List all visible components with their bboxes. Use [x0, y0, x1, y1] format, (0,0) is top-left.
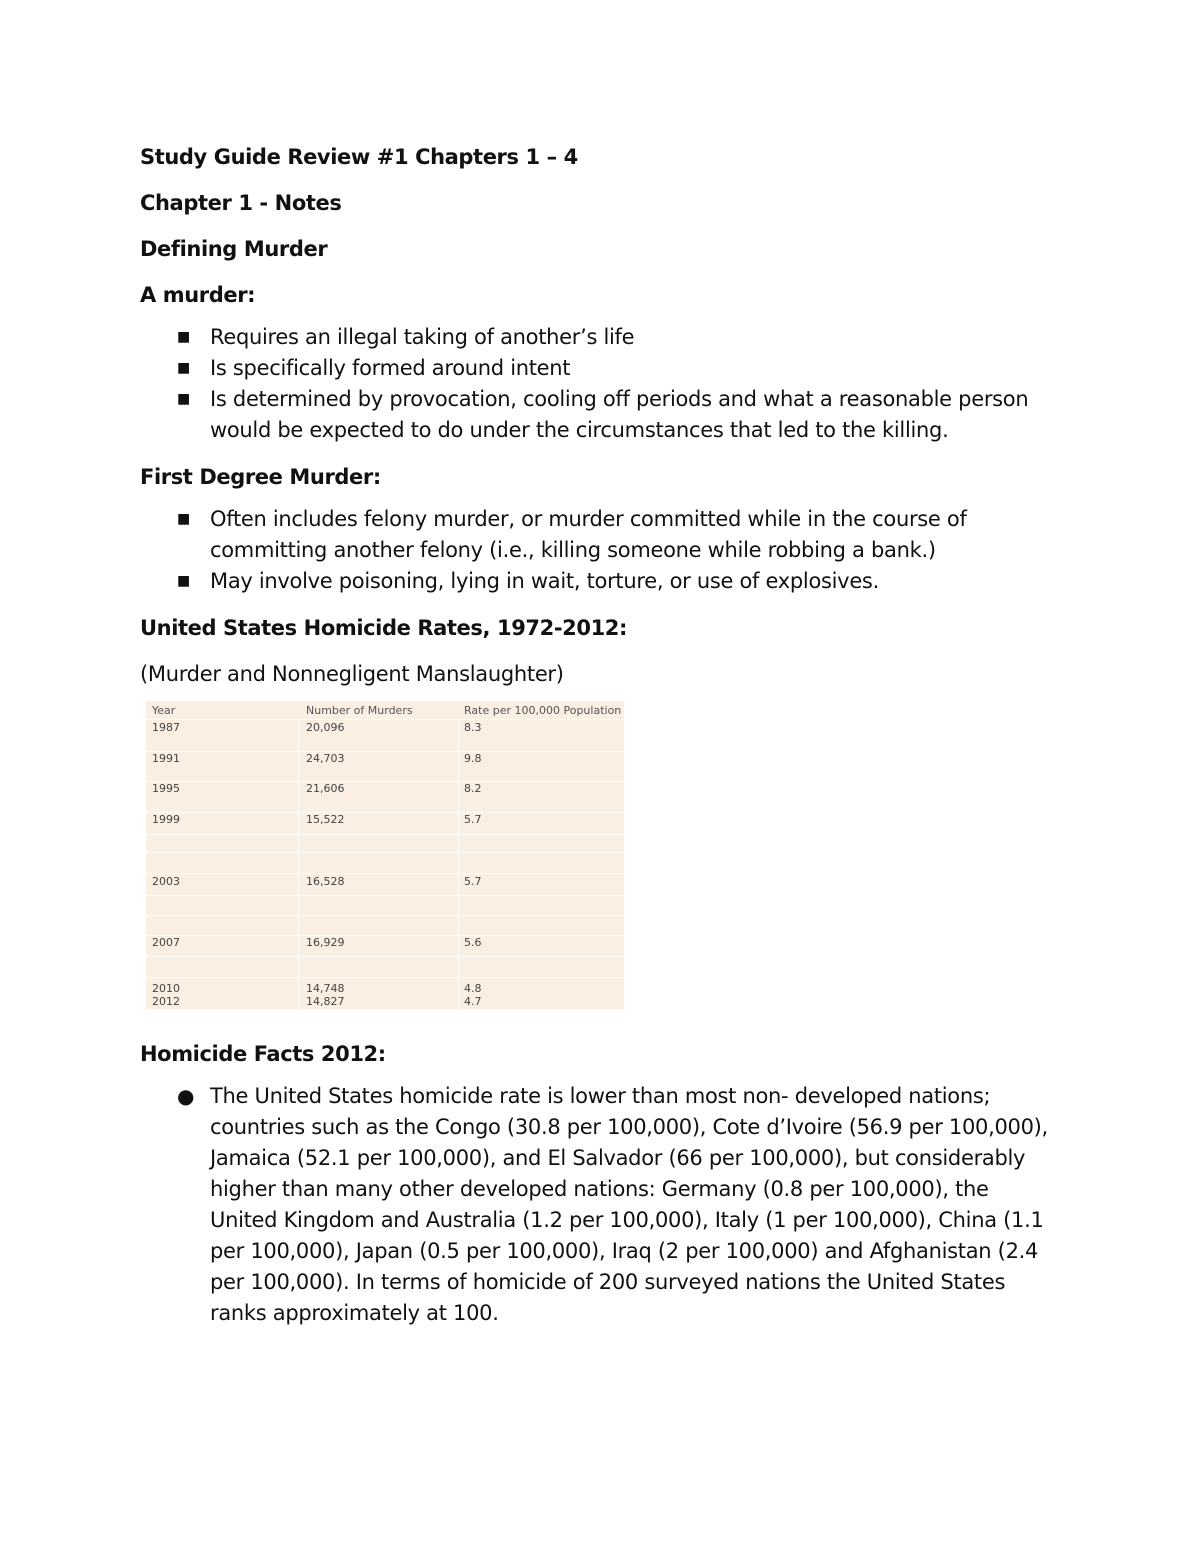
list-item: ● The United States homicide rate is lower than most non- developed nations; countries such as the Congo (30.8 per 100,000), Cote d’Ivoire (56.9 per 100,000), Jamaica (52.1 per 100,000), and El Salvador (66 per 100,000), but considerably higher than many other developed nations: Germany (0.8 per 100,000), the United Kingdom and Australia (1.2 per 100,000), Italy (1 per 100,000), China (1.1 per 100,000), Japan (0.5 per 100,000), Iraq (2 per 100,000) and Afghanistan (2.4 per 100,000). In terms of homicide of 200 surveyed nations the United States ranks approximately at 100.	[140, 1081, 1060, 1329]
table-cell: 1999	[152, 813, 180, 826]
murder-heading: A murder:	[140, 283, 256, 307]
list-item: ■ Often includes felony murder, or murder committed while in the course of committing another felony (i.e., killing someone while robbing a bank.)	[140, 504, 1060, 566]
square-bullet-icon: ■	[177, 329, 190, 345]
square-bullet-icon: ■	[177, 511, 190, 527]
table-cell: 8.3	[464, 721, 482, 734]
table-cell: 1991	[152, 752, 180, 765]
rates-heading: United States Homicide Rates, 1972-2012:	[140, 616, 627, 640]
table-cell: 4.7	[464, 995, 482, 1008]
table-cell: 2010	[152, 982, 180, 995]
table-cell: 20,096	[306, 721, 345, 734]
document-page	[140, 142, 1060, 1345]
homicide-rates-table	[146, 701, 624, 1009]
table-cell: 5.7	[464, 875, 482, 888]
section-heading: Defining Murder	[140, 237, 328, 261]
square-bullet-icon: ■	[177, 391, 190, 407]
table-header-murders: Number of Murders	[306, 704, 413, 717]
first-degree-heading: First Degree Murder:	[140, 465, 381, 489]
table-cell: 15,522	[306, 813, 345, 826]
facts-heading: Homicide Facts 2012:	[140, 1042, 386, 1066]
document-title: Study Guide Review #1 Chapters 1 – 4	[140, 145, 578, 169]
round-bullet-icon: ●	[177, 1084, 195, 1108]
rates-subtitle: (Murder and Nonnegligent Manslaughter)	[140, 662, 564, 686]
table-cell: 21,606	[306, 782, 345, 795]
table-cell: 16,929	[306, 936, 345, 949]
table-cell: 2007	[152, 936, 180, 949]
table-cell: 2012	[152, 995, 180, 1008]
list-item: ■ May involve poisoning, lying in wait, torture, or use of explosives.	[140, 566, 1060, 597]
table-cell: 14,827	[306, 995, 345, 1008]
table-cell: 14,748	[306, 982, 345, 995]
table-header-rate: Rate per 100,000 Population	[464, 704, 622, 717]
table-cell: 4.8	[464, 982, 482, 995]
table-cell: 2003	[152, 875, 180, 888]
table-cell: 1987	[152, 721, 180, 734]
square-bullet-icon: ■	[177, 360, 190, 376]
list-item: ■ Is specifically formed around intent	[140, 353, 1060, 384]
list-item: ■ Is determined by provocation, cooling off periods and what a reasonable person would be expected to do under the circumstances that led to the killing.	[140, 384, 1060, 446]
list-item: ■ Requires an illegal taking of another’s life	[140, 322, 1060, 353]
table-cell: 5.6	[464, 936, 482, 949]
table-cell: 5.7	[464, 813, 482, 826]
table-cell: 1995	[152, 782, 180, 795]
table-cell: 16,528	[306, 875, 345, 888]
chapter-heading: Chapter 1 - Notes	[140, 191, 342, 215]
table-cell: 8.2	[464, 782, 482, 795]
murder-list	[140, 322, 1060, 446]
first-degree-list	[140, 504, 1060, 597]
facts-list	[140, 1081, 1060, 1329]
table-cell: 24,703	[306, 752, 345, 765]
table-header-year: Year	[152, 704, 176, 717]
table-cell: 9.8	[464, 752, 482, 765]
square-bullet-icon: ■	[177, 573, 190, 589]
